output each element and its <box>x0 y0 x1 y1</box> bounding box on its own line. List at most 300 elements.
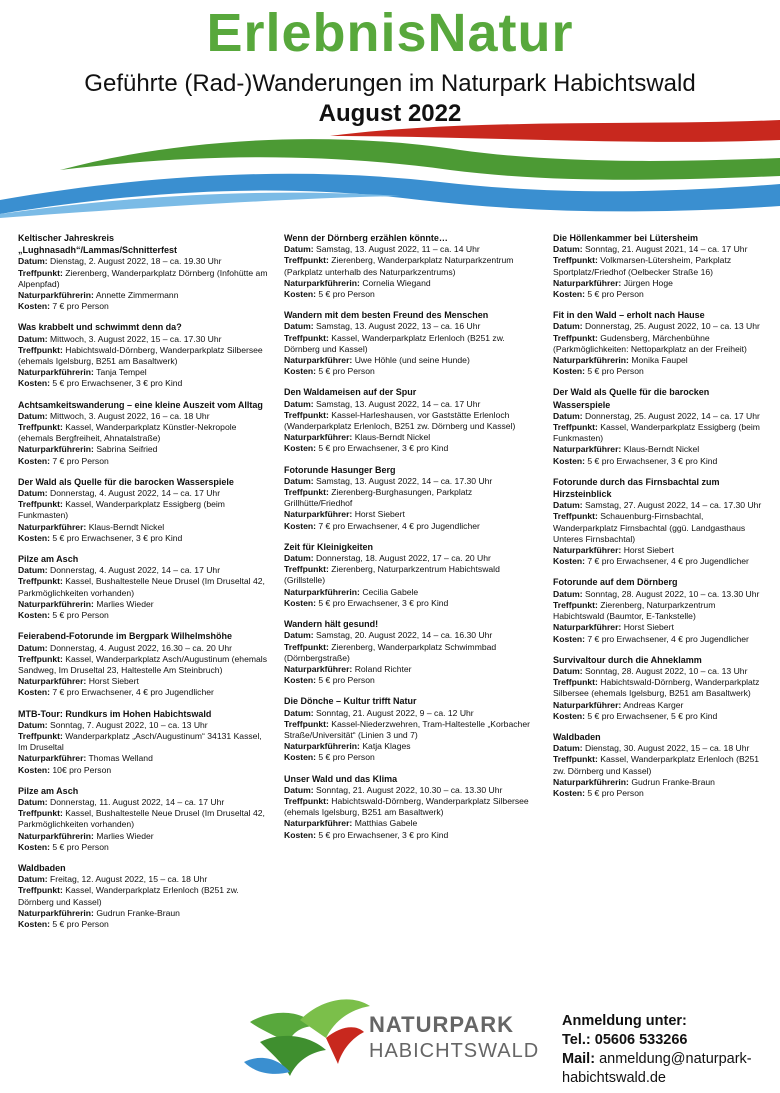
event-meeting-point <box>553 754 768 776</box>
guide-label: Naturparkführerin: <box>284 277 360 288</box>
event-item <box>18 708 268 776</box>
date-label: Datum: <box>284 707 314 718</box>
event-cost <box>18 765 268 776</box>
event-cost <box>553 788 768 799</box>
event-guide <box>18 831 268 842</box>
event-meeting-point <box>284 487 534 509</box>
event-cost <box>18 610 268 621</box>
event-cost <box>284 289 534 300</box>
guide-label: Naturparkführerin: <box>284 586 360 597</box>
event-title: Pilze am Asch <box>18 554 79 565</box>
event-cost <box>553 634 768 645</box>
event-meeting-point <box>284 642 534 664</box>
event-guide <box>18 367 268 378</box>
meeting-value: Habichtswald-Dörnberg, Wanderparkplatz Silbersee (ehemals Igelsburg, B251 am Basaltwerk) <box>553 677 760 699</box>
month-title: August 2022 <box>318 100 462 127</box>
cost-value: 5 € pro Erwachsener, 3 € pro Kind <box>318 443 449 454</box>
date-label: Datum: <box>18 410 48 421</box>
event-date <box>18 643 268 654</box>
event-date <box>18 256 268 267</box>
cost-label: Kosten: <box>553 455 585 466</box>
guide-value: Klaus-Berndt Nickel <box>88 521 165 532</box>
guide-value: Jürgen Hoge <box>623 277 673 288</box>
event-title: Unser Wald und das Klima <box>284 773 398 784</box>
event-title: Waldbaden <box>553 731 601 742</box>
cost-value: 5 € pro Person <box>318 675 375 686</box>
cost-label: Kosten: <box>284 289 316 300</box>
event-title: Feierabend-Fotorunde im Bergpark Wilhelmshöhe <box>18 631 232 642</box>
guide-value: Cecilia Gabele <box>362 586 419 597</box>
email-address-cont[interactable]: habichtswald.de <box>562 1070 666 1086</box>
cost-label: Kosten: <box>18 841 50 852</box>
event-cost <box>553 556 768 567</box>
event-date <box>284 708 534 719</box>
guide-label: Naturparkführer: <box>284 355 353 366</box>
event-cost <box>18 378 268 389</box>
guide-label: Naturparkführer: <box>284 663 353 674</box>
meeting-label: Treffpunkt: <box>284 641 329 652</box>
guide-value: Horst Siebert <box>623 545 674 556</box>
meeting-value: Kassel, Wanderparkplatz Erlenloch (B251 zw. Dörnberg und Kassel) <box>553 754 760 776</box>
guide-value: Marlies Wieder <box>96 830 154 841</box>
event-title: Der Wald als Quelle für die barocken Wasserspiele <box>18 476 234 487</box>
cost-label: Kosten: <box>18 301 50 312</box>
meeting-label: Treffpunkt: <box>18 499 63 510</box>
meeting-label: Treffpunkt: <box>18 422 63 433</box>
event-item <box>284 773 534 841</box>
meeting-label: Treffpunkt: <box>553 422 598 433</box>
event-meeting-point <box>553 333 768 355</box>
date-label: Datum: <box>18 256 48 267</box>
event-guide <box>553 444 768 455</box>
meeting-label: Treffpunkt: <box>553 677 598 688</box>
event-guide <box>18 676 268 687</box>
date-label: Datum: <box>553 321 583 332</box>
meeting-value: Volkmarsen-Lütersheim, Parkplatz Sportplatz/Friedhof (Oelbecker Straße 16) <box>553 255 732 277</box>
meeting-value: Kassel, Wanderparkplatz Essigberg (beim Funkmasten) <box>553 422 760 444</box>
event-date <box>18 874 268 885</box>
logo-text-habichtswald: HABICHTSWALD <box>369 1040 540 1062</box>
event-title: Fotorunde durch das Firnsbachtal zum Hirzsteinblick <box>553 476 720 500</box>
meeting-label: Treffpunkt: <box>553 599 598 610</box>
guide-value: Andreas Karger <box>623 699 684 710</box>
meeting-value: Zierenberg, Naturparkzentrum Habichtswald (Grillstelle) <box>284 564 500 586</box>
event-meeting-point <box>18 808 268 830</box>
event-meeting-point <box>18 731 268 753</box>
anmeldung-label: Anmeldung unter: <box>562 1013 687 1029</box>
cost-label: Kosten: <box>553 787 585 798</box>
event-meeting-point <box>284 333 534 355</box>
cost-label: Kosten: <box>284 675 316 686</box>
event-guide <box>553 355 768 366</box>
event-title: Was krabbelt und schwimmt denn da? <box>18 322 182 333</box>
date-value: Samstag, 20. August 2022, 14 – ca. 16.30 Uhr <box>316 630 493 641</box>
guide-label: Naturparkführer: <box>284 432 353 443</box>
event-date <box>18 334 268 345</box>
event-item <box>18 476 268 544</box>
guide-value: Horst Siebert <box>354 509 405 520</box>
guide-label: Naturparkführer: <box>553 699 622 710</box>
meeting-value: Schauenburg-Firnsbachtal, Wanderparkplatz Firnsbachtal (ggü. Landgasthaus Unteres Firnsbachtal) <box>553 511 746 544</box>
date-label: Datum: <box>553 500 583 511</box>
date-value: Mittwoch, 3. August 2022, 15 – ca. 17.30 Uhr <box>50 333 222 344</box>
guide-label: Naturparkführerin: <box>18 907 94 918</box>
event-cost <box>284 830 534 841</box>
event-title: Die Höllenkammer bei Lütersheim <box>553 233 699 243</box>
event-cost <box>284 521 534 532</box>
cost-label: Kosten: <box>18 378 50 389</box>
event-title: Wandern mit dem besten Freund des Menschen <box>284 310 489 321</box>
date-value: Sonntag, 7. August 2022, 10 – ca. 13 Uhr <box>50 719 208 730</box>
guide-value: Gudrun Franke-Braun <box>631 776 715 787</box>
date-label: Datum: <box>284 784 314 795</box>
date-value: Samstag, 13. August 2022, 13 – ca. 16 Uhr <box>316 321 481 332</box>
guide-label: Naturparkführerin: <box>18 444 94 455</box>
cost-value: 5 € pro Erwachsener, 5 € pro Kind <box>587 710 718 721</box>
guide-label: Naturparkführer: <box>18 676 87 687</box>
guide-value: Tanja Tempel <box>96 367 147 378</box>
meeting-value: Kassel, Wanderparkplatz Erlenloch (B251 zw. Dörnberg und Kassel) <box>18 885 239 907</box>
meeting-label: Treffpunkt: <box>284 409 329 420</box>
cost-value: 5 € pro Person <box>52 610 109 621</box>
guide-label: Naturparkführerin: <box>18 598 94 609</box>
column-1 <box>18 232 268 939</box>
event-date <box>553 321 768 332</box>
event-item <box>18 630 268 698</box>
date-label: Datum: <box>18 642 48 653</box>
event-guide <box>18 753 268 764</box>
event-title: Den Waldameisen auf der Spur <box>284 387 417 398</box>
date-value: Donnerstag, 25. August 2022, 14 – ca. 17 Uhr <box>585 410 760 421</box>
event-meeting-point <box>553 422 768 444</box>
date-value: Sonntag, 28. August 2022, 10 – ca. 13.30 Uhr <box>585 588 760 599</box>
event-item <box>18 232 268 312</box>
guide-label: Naturparkführerin: <box>18 830 94 841</box>
date-label: Datum: <box>284 630 314 641</box>
meeting-value: Kassel, Wanderparkplatz Asch/Augustinum (ehemals Sandweg, Im Druseltal 23, Haltestelle Am Steinbruch) <box>18 653 267 675</box>
event-cost <box>18 456 268 467</box>
event-item <box>284 309 534 377</box>
meeting-label: Treffpunkt: <box>18 885 63 896</box>
event-meeting-point <box>284 796 534 818</box>
guide-value: Matthias Gabele <box>354 818 418 829</box>
cost-value: 7 € pro Person <box>52 455 109 466</box>
cost-value: 7 € pro Erwachsener, 4 € pro Jugendlicher <box>52 687 214 698</box>
event-cost <box>284 752 534 763</box>
guide-label: Naturparkführer: <box>284 509 353 520</box>
date-value: Sonntag, 28. August 2022, 10 – ca. 13 Uhr <box>585 665 748 676</box>
event-meeting-point <box>284 564 534 586</box>
meeting-label: Treffpunkt: <box>18 808 63 819</box>
event-title: Die Dönche – Kultur trifft Natur <box>284 696 417 707</box>
meeting-value: Habichtswald-Dörnberg, Wanderparkplatz Silbersee (ehemals Igelsburg, B251 am Basaltwerk) <box>284 795 529 818</box>
cost-value: 5 € pro Person <box>318 752 375 763</box>
event-item <box>284 695 534 763</box>
cost-value: 5 € pro Erwachsener, 3 € pro Kind <box>587 455 718 466</box>
cost-label: Kosten: <box>553 710 585 721</box>
guide-label: Naturparkführerin: <box>553 355 629 366</box>
mail-line <box>562 1050 772 1069</box>
cost-label: Kosten: <box>553 633 585 644</box>
meeting-label: Treffpunkt: <box>18 653 63 664</box>
meeting-value: Habichtswald-Dörnberg, Wanderparkplatz Silbersee (ehemals Igelsburg, B251 am Basaltwerk) <box>18 344 263 367</box>
guide-label: Naturparkführer: <box>553 545 622 556</box>
contact-block <box>562 1012 772 1088</box>
event-title: Achtsamkeitswanderung – eine kleine Auszeit vom Alltag <box>18 399 263 410</box>
event-guide <box>18 908 268 919</box>
event-date <box>553 666 768 677</box>
date-label: Datum: <box>18 796 48 807</box>
date-value: Sonntag, 21. August 2021, 14 – ca. 17 Uhr <box>585 244 748 255</box>
cost-value: 5 € pro Person <box>52 918 109 929</box>
event-date <box>284 321 534 332</box>
event-item <box>284 464 534 532</box>
date-value: Samstag, 13. August 2022, 14 – ca. 17.30 Uhr <box>316 475 493 486</box>
event-guide <box>553 622 768 633</box>
event-date <box>18 720 268 731</box>
event-meeting-point <box>553 677 768 699</box>
event-cost <box>18 301 268 312</box>
date-label: Datum: <box>284 244 314 255</box>
cost-value: 5 € pro Person <box>587 787 644 798</box>
phone-number[interactable]: 05606 533266 <box>594 1032 688 1048</box>
guide-value: Katja Klages <box>362 741 411 752</box>
event-item <box>18 785 268 853</box>
event-title: Survivaltour durch die Ahneklamm <box>553 654 702 665</box>
date-label: Datum: <box>553 410 583 421</box>
meeting-label: Treffpunkt: <box>553 754 598 765</box>
meeting-label: Treffpunkt: <box>553 332 598 343</box>
event-item <box>553 309 768 377</box>
tel-label: Tel.: <box>562 1032 591 1048</box>
meeting-label: Treffpunkt: <box>18 576 63 587</box>
cost-value: 7 € pro Erwachsener, 4 € pro Jugendlicher <box>587 633 749 644</box>
cost-label: Kosten: <box>18 532 50 543</box>
cost-value: 5 € pro Erwachsener, 3 € pro Kind <box>52 532 183 543</box>
meeting-value: Kassel, Bushaltestelle Neue Drusel (Im Druseltal 42, Parkmöglichkeiten vorhanden) <box>18 808 265 830</box>
event-date <box>553 743 768 754</box>
event-title: Der Wald als Quelle für die barocken Wasserspiele <box>553 387 710 410</box>
cost-label: Kosten: <box>284 443 316 454</box>
cost-value: 7 € pro Erwachsener, 4 € pro Jugendlicher <box>587 556 749 567</box>
guide-label: Naturparkführerin: <box>553 776 629 787</box>
event-guide <box>284 278 534 289</box>
event-date <box>553 500 768 511</box>
event-date <box>284 630 534 641</box>
date-value: Dienstag, 2. August 2022, 18 – ca. 19.30 Uhr <box>50 256 222 267</box>
guide-value: Cornelia Wiegand <box>362 277 431 288</box>
event-date <box>284 553 534 564</box>
date-value: Donnerstag, 25. August 2022, 10 – ca. 13 Uhr <box>585 321 760 332</box>
meeting-label: Treffpunkt: <box>18 344 63 355</box>
event-guide <box>284 741 534 752</box>
date-value: Dienstag, 30. August 2022, 15 – ca. 18 Uhr <box>585 743 750 754</box>
event-title: Keltischer Jahreskreis „Lughnasadh“/Lammas/Schnitterfest <box>18 233 178 256</box>
cost-label: Kosten: <box>18 455 50 466</box>
meeting-label: Treffpunkt: <box>284 487 329 498</box>
event-item <box>553 232 768 300</box>
wave-decoration <box>0 118 780 218</box>
guide-label: Naturparkführer: <box>18 521 87 532</box>
event-meeting-point <box>18 422 268 444</box>
cost-label: Kosten: <box>18 764 50 775</box>
cost-value: 7 € pro Erwachsener, 4 € pro Jugendlicher <box>318 520 480 531</box>
column-2 <box>284 232 534 850</box>
meeting-label: Treffpunkt: <box>553 255 598 266</box>
event-meeting-point <box>284 719 534 741</box>
event-item <box>553 476 768 568</box>
meeting-value: Kassel, Wanderparkplatz Erlenloch (B251 zw. Dörnberg und Kassel) <box>284 332 505 354</box>
event-item <box>284 618 534 686</box>
meeting-label: Treffpunkt: <box>284 564 329 575</box>
cost-label: Kosten: <box>18 610 50 621</box>
cost-label: Kosten: <box>18 687 50 698</box>
cost-label: Kosten: <box>284 597 316 608</box>
cost-value: 5 € pro Erwachsener, 3 € pro Kind <box>318 597 449 608</box>
subtitle: Geführte (Rad-)Wanderungen im Naturpark Habichtswald <box>84 70 696 97</box>
event-guide <box>553 700 768 711</box>
email-address[interactable]: anmeldung@naturpark- <box>599 1051 752 1067</box>
event-guide <box>284 355 534 366</box>
event-cost <box>553 289 768 300</box>
cost-label: Kosten: <box>284 752 316 763</box>
cost-value: 5 € pro Person <box>52 841 109 852</box>
phone-line <box>562 1031 772 1050</box>
guide-value: Klaus-Berndt Nickel <box>623 444 700 455</box>
guide-label: Naturparkführerin: <box>18 367 94 378</box>
event-title: Fotorunde Hasunger Berg <box>284 464 396 475</box>
cost-label: Kosten: <box>284 520 316 531</box>
event-item <box>284 386 534 454</box>
event-meeting-point <box>18 499 268 521</box>
date-label: Datum: <box>284 553 314 564</box>
date-label: Datum: <box>284 321 314 332</box>
event-title: Wenn der Dörnberg erzählen könnte… <box>284 233 448 243</box>
cost-label: Kosten: <box>284 366 316 377</box>
event-date <box>18 797 268 808</box>
event-title: Fotorunde auf dem Dörnberg <box>553 577 678 588</box>
meeting-value: Kassel, Bushaltestelle Neue Drusel (Im Druseltal 42, Parkmöglichkeiten vorhanden) <box>18 576 265 598</box>
guide-label: Naturparkführer: <box>553 622 622 633</box>
date-label: Datum: <box>553 665 583 676</box>
guide-value: Roland Richter <box>354 663 412 674</box>
event-date <box>553 244 768 255</box>
guide-value: Horst Siebert <box>88 676 139 687</box>
date-value: Donnerstag, 4. August 2022, 14 – ca. 17 Uhr <box>50 488 221 499</box>
cost-value: 5 € pro Person <box>587 289 644 300</box>
meeting-label: Treffpunkt: <box>18 267 63 278</box>
cost-label: Kosten: <box>284 829 316 840</box>
event-cost <box>553 456 768 467</box>
event-guide <box>18 444 268 455</box>
guide-label: Naturparkführerin: <box>18 290 94 301</box>
date-label: Datum: <box>553 244 583 255</box>
cost-label: Kosten: <box>553 556 585 567</box>
event-date <box>284 785 534 796</box>
meeting-value: Kassel-Harleshausen, vor Gaststätte Erlenloch (Wanderparkplatz Erlenloch, B251 zw. Dörnberg und Kassel) <box>284 409 516 432</box>
event-date <box>284 244 534 255</box>
date-label: Datum: <box>284 398 314 409</box>
cost-value: 5 € pro Person <box>318 289 375 300</box>
date-label: Datum: <box>284 475 314 486</box>
event-guide <box>18 290 268 301</box>
guide-value: Horst Siebert <box>623 622 674 633</box>
event-item <box>553 386 768 466</box>
meeting-label: Treffpunkt: <box>553 511 598 522</box>
event-meeting-point <box>18 268 268 290</box>
date-value: Samstag, 13. August 2022, 11 – ca. 14 Uhr <box>316 244 480 255</box>
date-value: Donnerstag, 11. August 2022, 14 – ca. 17 Uhr <box>50 796 225 807</box>
event-item <box>553 731 768 799</box>
event-title: Waldbaden <box>18 862 66 873</box>
event-item <box>18 553 268 621</box>
date-label: Datum: <box>553 743 583 754</box>
cost-label: Kosten: <box>553 289 585 300</box>
event-item <box>284 232 534 300</box>
event-cost <box>553 366 768 377</box>
event-guide <box>284 818 534 829</box>
date-label: Datum: <box>18 719 48 730</box>
guide-value: Sabrina Seifried <box>96 444 158 455</box>
guide-value: Gudrun Franke-Braun <box>96 907 180 918</box>
event-title: Pilze am Asch <box>18 785 79 796</box>
date-value: Donnerstag, 4. August 2022, 16.30 – ca. 20 Uhr <box>50 642 233 653</box>
event-cost <box>284 366 534 377</box>
event-cost <box>284 598 534 609</box>
event-meeting-point <box>284 410 534 432</box>
logo-text-naturpark: NATURPARK <box>369 1012 515 1037</box>
meeting-value: Zierenberg-Burghasungen, Parkplatz Grillhütte/Friedhof <box>284 487 473 509</box>
event-meeting-point <box>553 600 768 622</box>
guide-value: Thomas Welland <box>88 753 153 764</box>
event-title: Wandern hält gesund! <box>284 619 379 630</box>
meeting-value: Zierenberg, Wanderparkplatz Dörnberg (Infohütte am Alpenpfad) <box>18 267 268 289</box>
date-value: Donnerstag, 18. August 2022, 17 – ca. 20 Uhr <box>316 553 491 564</box>
meeting-value: Kassel, Wanderparkplatz Künstler-Nekropole (ehemals Bergfreiheit, Ahnatalstraße) <box>18 422 237 444</box>
event-guide <box>553 278 768 289</box>
guide-label: Naturparkführer: <box>284 818 353 829</box>
event-meeting-point <box>18 576 268 598</box>
event-cost <box>284 443 534 454</box>
event-cost <box>18 687 268 698</box>
mail-label: Mail: <box>562 1051 596 1067</box>
event-item <box>553 576 768 644</box>
event-date <box>284 476 534 487</box>
date-value: Mittwoch, 3. August 2022, 16 – ca. 18 Uhr <box>50 410 210 421</box>
meeting-value: Kassel, Wanderparkplatz Essigberg (beim Funkmasten) <box>18 499 225 521</box>
event-cost <box>284 675 534 686</box>
event-item <box>553 654 768 722</box>
event-title: Zeit für Kleinigkeiten <box>284 541 374 552</box>
meeting-label: Treffpunkt: <box>284 718 329 729</box>
date-value: Sonntag, 21. August 2022, 9 – ca. 12 Uhr <box>316 707 474 718</box>
date-label: Datum: <box>18 565 48 576</box>
event-date <box>284 399 534 410</box>
event-item <box>18 321 268 389</box>
meeting-value: Zierenberg, Wanderparkplatz Schwimmbad (Dörnbergstraße) <box>284 641 497 663</box>
column-3 <box>553 232 768 808</box>
event-date <box>18 565 268 576</box>
event-guide <box>553 777 768 788</box>
event-date <box>553 411 768 422</box>
event-date <box>553 589 768 600</box>
event-meeting-point <box>553 511 768 545</box>
event-cost <box>18 533 268 544</box>
date-label: Datum: <box>18 488 48 499</box>
event-date <box>18 488 268 499</box>
cost-value: 5 € pro Erwachsener, 3 € pro Kind <box>52 378 183 389</box>
date-label: Datum: <box>18 333 48 344</box>
